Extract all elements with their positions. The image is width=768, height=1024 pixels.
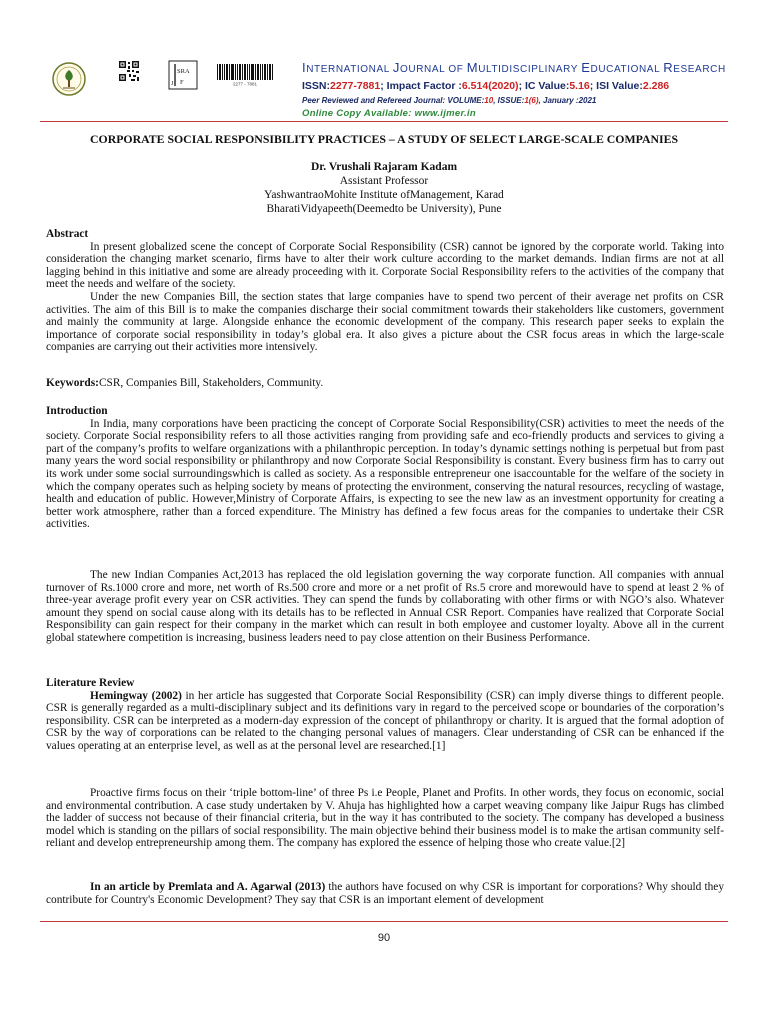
literature-section [46, 677, 724, 753]
abstract-paragraph-1: In present globalized scene the concept of Corporate Social Responsibility (CSR) cannot be ignored by the corporate world. Taking into consideration the changing market scenario, firms have to alter their work culture according to the market demands. Indian firms are not at all lagging behind in this initiative and some are already proceeding with it. Corporate Social Responsibility refers to the activities of the company that meet the needs and welfare of the society. [46, 240, 724, 291]
introduction-paragraph-2: The new Indian Companies Act,2013 has replaced the old legislation governing the way corporate function. All companies with annual turnover of Rs.1000 crore and more, net worth of Rs.500 crore and more or a net profit of Rs.5 crore and morewould have to spend at least 2 % of three-year average profit every year on CSR activities. They can spend the funds by collaborating with other firms or with NGO’s also. Whatever amount they spend on social cause along with its details has to be reflected in Annual CSR Report. Companies have realized that Corporate Social Responsibility can gain respect for their company in the market which can result in both employee and customer loyalty. Above all in the current global statewhere competition is increasing, business leaders need to pay close attention on their Business Performance. [46, 569, 724, 644]
introduction-section [46, 405, 724, 531]
abstract-section [46, 228, 724, 354]
journal-seal-icon [52, 62, 86, 96]
introduction-paragraph-2-block [46, 569, 724, 645]
introduction-heading: Introduction [46, 405, 108, 417]
journal-issue-line: Peer Reviewed and Refereed Journal: VOLUME:10, ISSUE:1(6), January :2021 [302, 96, 597, 105]
footer-divider [40, 921, 728, 922]
barcode-digits: 2277 - 7881 [232, 81, 258, 86]
author-block [40, 160, 728, 216]
journal-metrics: ISSN:2277-7881; Impact Factor :6.514(2020); IC Value:5.16; ISI Value:2.286 [302, 80, 670, 92]
paper-title: CORPORATE SOCIAL RESPONSIBILITY PRACTICES – A STUDY OF SELECT LARGE-SCALE COMPANIES [90, 132, 678, 146]
journal-title: INTERNATIONAL JOURNAL OF MULTIDISCIPLINARY EDUCATIONAL RESEARCH [302, 60, 726, 75]
barcode-icon [216, 64, 274, 86]
keywords-text: CSR, Companies Bill, Stakeholders, Community. [98, 377, 324, 389]
svg-text:J: J [171, 81, 174, 87]
abstract-heading: Abstract [46, 228, 89, 240]
journal-online-link[interactable]: Online Copy Available: www.ijmer.in [302, 108, 476, 119]
literature-paragraph-2-block [46, 787, 724, 850]
introduction-paragraph-1: In India, many corporations have been practicing the concept of Corporate Social Responsibility(CSR) activities to meet the needs of the society. Corporate Social responsibility refers to all those activities ranging from providing safe and eco-friendly products and services to giving a part of the company’s profits to welfare organizations with a philanthropic perception. In today’s dynamic settings nothing is perpetual but from past many years the word social responsibility or philanthropy and now Corporate Social Responsibility is constant. Every business firm has to carry out its work under some social surroundingswhich is called as society. As a responsible entrepreneur one isaccountable for the welfare of the society in which the company operates such as helping society by means of protecting the environment, conserving the natural resources, recycling of wastage, health and education of public. However,Ministry of Corporate Affairs, is expecting to see the new law as an investment opportunity for creating a better work atmosphere, rather than a forced expenditure. The Ministry has defined a few focus areas for the companies to undertake their CSR activities. [46, 417, 724, 531]
keywords-line [46, 377, 724, 390]
literature-paragraph-3: In an article by Premlata and A. Agarwal (2013) the authors have focused on why CSR is important for corporations? Why should they contribute for Country's Economic Development? They say that CSR is an important element of development [46, 881, 725, 906]
svg-text:F: F [180, 79, 184, 86]
page-number: 90 [377, 932, 391, 944]
author-name: Dr. Vrushali Rajaram Kadam [310, 161, 458, 173]
journal-header [0, 52, 768, 122]
header-divider [40, 121, 728, 122]
literature-paragraph-3-block [46, 881, 724, 906]
author-role: Assistant Professor [339, 175, 429, 187]
literature-paragraph-1: Hemingway (2002) in her article has suggested that Corporate Social Responsibility (CSR) can imply diverse things to different people. CSR is generally regarded as a multi-disciplinary subject and its definitions vary in regard to the perceived scope or boundaries of the corporation’s responsibility. CSR can be interpreted as a modern-day expression of the concept of philanthropy or charity. It is argued that the formal adoption of CSR by the way of corporations can be related to the changing personal values of managers. Clear understanding of CSR can be enhanced if the values operating at an enterprise level, as well as at the personal level are researched.[1] [46, 689, 724, 752]
author-university: BharatiVidyapeeth(Deemedto be University), Pune [266, 203, 502, 215]
abstract-paragraph-2: Under the new Companies Bill, the section states that large companies have to spend two percent of their average net profits on CSR activities. The aim of this Bill is to make the companies discharge their social commitment towards their stakeholders like customers, government and mainly the community at large. Alongside enhance the economic development of the company. This research paper seeks to explain the importance of corporate social responsibility in today’s global era. It also gives a picture about the CSR focus areas in which the large-scale companies are carrying out their activities more intensively. [46, 290, 724, 354]
literature-paragraph-2: Proactive firms focus on their ‘triple bottom-line’ of three Ps i.e People, Planet and Profits. In other words, they focus on economic, social and environmental contribution. A case study undertaken by V. Ahuja has highlighted how a carpet weaving company like Jaipur Rugs has climbed the ladder of success not because of their financial criteria, but in the way it has contributed to the society. The company has developed a business model which is standing on the pillars of social responsibility. The main objective behind their business model is to make the artisan community self-reliant and develop entrepreneurship among them. The company has explored the essence of helping those who create value.[2] [46, 787, 724, 850]
literature-heading: Literature Review [46, 677, 135, 689]
journal-logo-icon [168, 60, 198, 90]
author-institute: YashwantraoMohite Institute ofManagement, Karad [264, 189, 504, 201]
svg-text:SRA: SRA [177, 68, 190, 75]
qr-code-icon [118, 60, 140, 82]
keywords-label: Keywords: [46, 377, 99, 389]
